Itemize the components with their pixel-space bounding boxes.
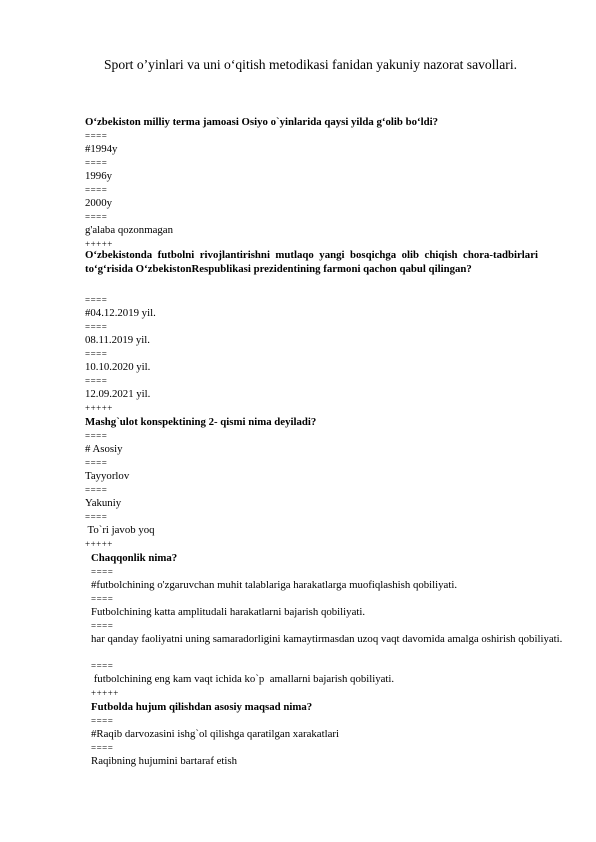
- answer-3-4: To`ri javob yoq: [85, 524, 155, 536]
- separator: ====: [85, 431, 108, 441]
- answer-3-2: Tayyorlov: [85, 470, 130, 482]
- answer-4-3: har qanday faoliyatni uning samaradorligini kamaytirmasdan uzoq vaqt davomida amalga oshirish qobiliyati.: [91, 633, 563, 645]
- end-marker: +++++: [85, 403, 113, 413]
- question-1-text: O‘zbekiston milliy terma jamoasi Osiyo o`yinlarida qaysi yilda g‘olib bo‘ldi?: [85, 116, 439, 128]
- separator: ====: [91, 661, 114, 671]
- separator: ====: [85, 212, 108, 222]
- answer-2-4: 12.09.2021 yil.: [85, 388, 151, 400]
- answer-2-2: 08.11.2019 yil.: [85, 334, 150, 346]
- separator: ====: [85, 158, 108, 168]
- end-marker: +++++: [85, 239, 113, 249]
- separator: ====: [91, 621, 114, 631]
- question-2-text: O‘zbekistonda futbolni rivojlantirishni mutlaqo yangi bosqichga olib chiqish chora-tadbirlari to‘g‘risida O‘zbekistonRespublikasi prezidentining farmoni qachon qabul qilingan?: [85, 249, 538, 275]
- separator: ====: [85, 349, 108, 359]
- answer-4-1: #futbolchining o'zgaruvchan muhit talablariga harakatlarga muofiqlashish qobiliyati.: [91, 579, 458, 591]
- separator: ====: [85, 131, 108, 141]
- answer-3-1: # Asosiy: [85, 443, 123, 455]
- answer-5-2: Raqibning hujumini bartaraf etish: [91, 755, 238, 767]
- answer-3-3: Yakuniy: [85, 497, 122, 509]
- answer-1-1: #1994y: [85, 143, 118, 155]
- answer-1-2: 1996y: [85, 170, 112, 182]
- answer-1-4: g'alaba qozonmagan: [85, 224, 173, 236]
- question-3-text: Mashg`ulot konspektining 2- qismi nima deyiladi?: [85, 416, 317, 428]
- separator: ====: [85, 485, 108, 495]
- end-marker: +++++: [85, 539, 113, 549]
- question-5-text: Futbolda hujum qilishdan asosiy maqsad nima?: [91, 701, 313, 713]
- answer-1-3: 2000y: [85, 197, 112, 209]
- separator: ====: [85, 512, 108, 522]
- separator: ====: [91, 743, 114, 753]
- separator: ====: [85, 185, 108, 195]
- answer-2-1: #04.12.2019 yil.: [85, 307, 156, 319]
- separator: ====: [85, 295, 108, 305]
- separator: ====: [91, 594, 114, 604]
- separator: ====: [85, 376, 108, 386]
- answer-4-2: Futbolchining katta amplitudali harakatlarni bajarish qobiliyati.: [91, 606, 366, 618]
- page-title: Sport o’yinlari va uni o‘qitish metodikasi fanidan yakuniy nazorat savollari.: [104, 57, 518, 72]
- end-marker: +++++: [91, 688, 119, 698]
- separator: ====: [91, 567, 114, 577]
- answer-2-3: 10.10.2020 yil.: [85, 361, 151, 373]
- separator: ====: [85, 322, 108, 332]
- separator: ====: [91, 716, 114, 726]
- answer-4-4: futbolchining eng kam vaqt ichida ko`p amallarni bajarish qobiliyati.: [91, 673, 395, 685]
- question-4-text: Chaqqonlik nima?: [91, 552, 178, 564]
- separator: ====: [85, 458, 108, 468]
- answer-5-1: #Raqib darvozasini ishg`ol qilishga qaratilgan xarakatlari: [91, 728, 339, 740]
